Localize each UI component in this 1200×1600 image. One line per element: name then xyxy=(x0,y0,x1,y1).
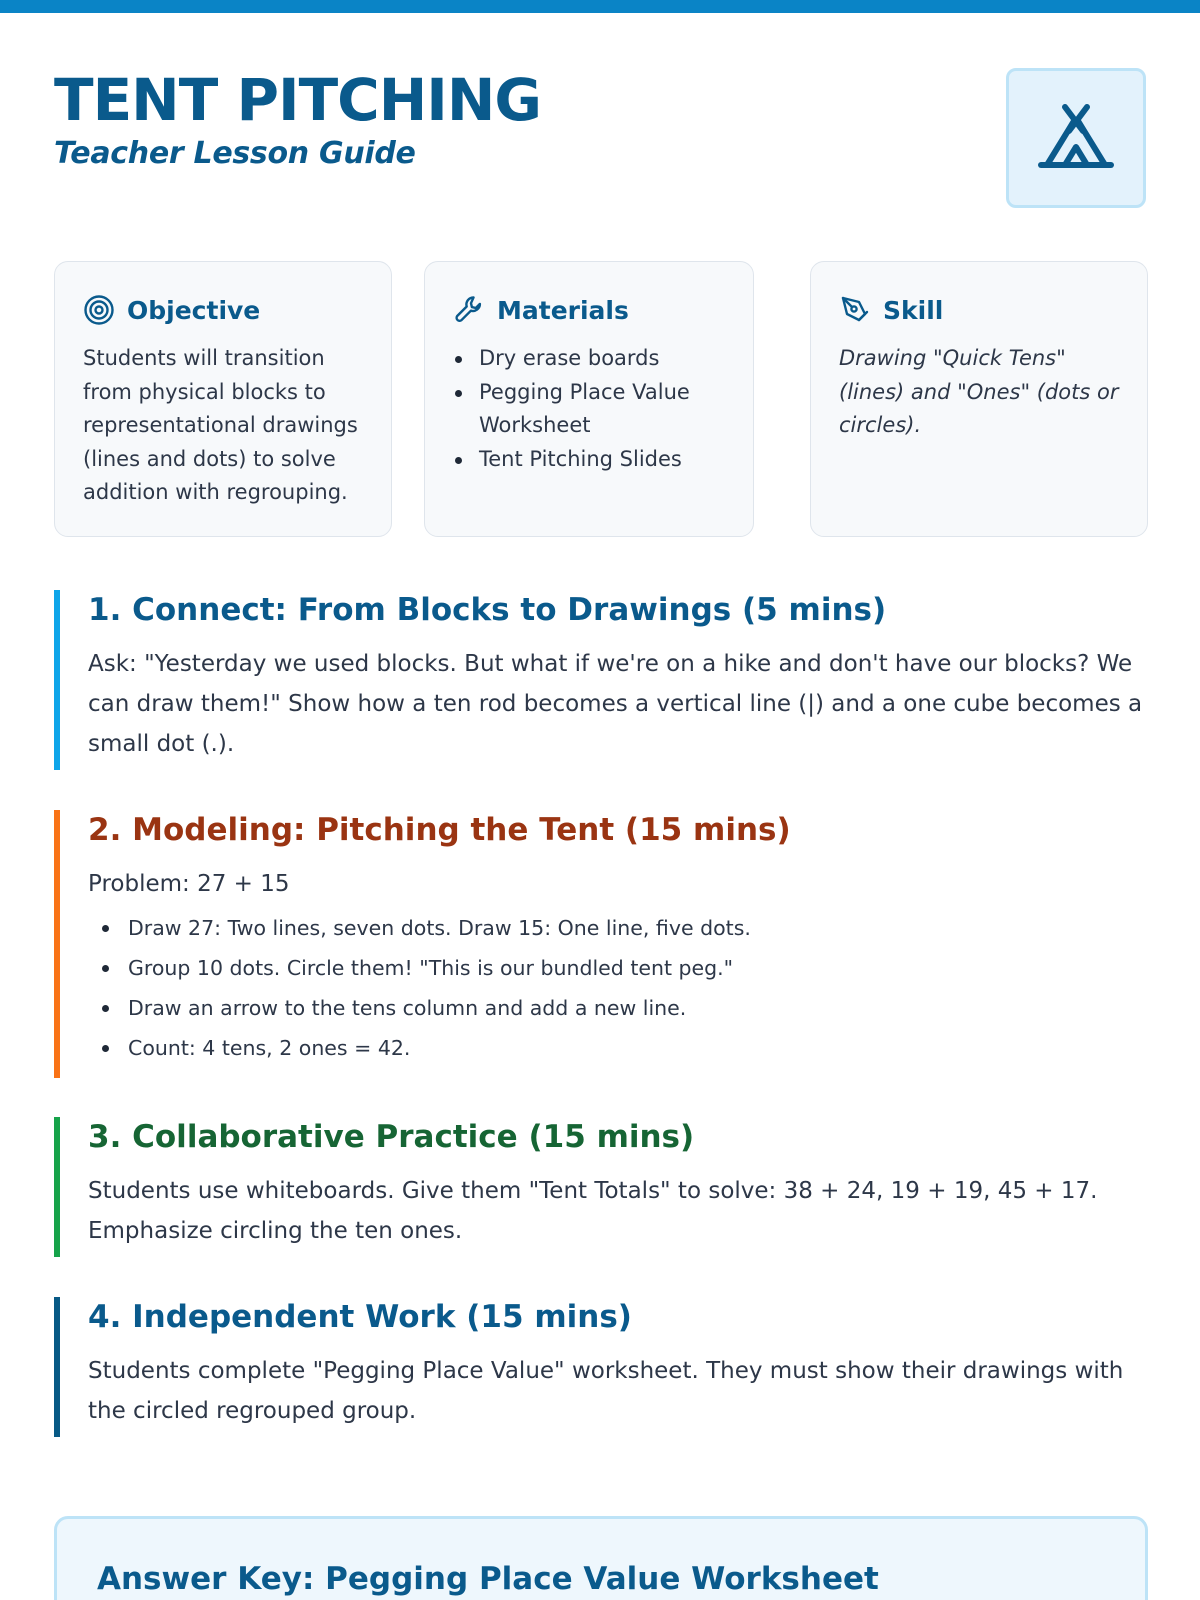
objective-title: Objective xyxy=(127,295,261,325)
section-accent-bar xyxy=(54,810,60,1078)
overview-cards xyxy=(54,261,1148,537)
materials-card xyxy=(424,261,754,537)
target-icon xyxy=(83,294,115,326)
objective-text: Students will transition from physical blocks to representational drawings (lines and dots) to solve addition with regrouping. xyxy=(83,346,358,504)
materials-title: Materials xyxy=(497,295,629,325)
section-text: Students use whiteboards. Give them "Tent Totals" to solve: 38 + 24, 19 + 19, 45 + 17. Emphasize circling the ten ones. xyxy=(88,1178,1098,1244)
list-item: Draw an arrow to the tens column and add a new line. xyxy=(88,988,1154,1028)
section-modeling xyxy=(54,810,1154,1078)
tent-icon xyxy=(1037,101,1115,175)
section-collaborative xyxy=(54,1117,1154,1257)
section-title: 4. Independent Work (15 mins) xyxy=(88,1299,632,1335)
section-text: Students complete "Pegging Place Value" worksheet. They must show their drawings with the circled regrouped group. xyxy=(88,1358,1124,1424)
list-item: Group 10 dots. Circle them! "This is our bundled tent peg." xyxy=(88,948,1154,988)
problem-text: Problem: 27 + 15 xyxy=(88,871,290,897)
section-accent-bar xyxy=(54,590,60,770)
section-title: 2. Modeling: Pitching the Tent (15 mins) xyxy=(88,812,791,848)
list-item: Pegging Place Value Worksheet xyxy=(453,376,727,443)
modeling-steps xyxy=(88,908,1154,1068)
top-accent-bar xyxy=(0,0,1200,13)
list-item: Dry erase boards xyxy=(453,342,727,376)
pen-tool-icon xyxy=(839,294,871,326)
section-accent-bar xyxy=(54,1117,60,1257)
page-header xyxy=(54,66,1146,206)
page-title: TENT PITCHING xyxy=(54,66,541,134)
answer-key-box xyxy=(54,1516,1148,1600)
section-connect xyxy=(54,590,1154,770)
section-independent xyxy=(54,1297,1154,1437)
skill-card xyxy=(810,261,1148,537)
section-text: Ask: "Yesterday we used blocks. But what if we're on a hike and don't have our blocks? We can draw them!" Show how a ten rod becomes a vertical line (|) and a one cube becomes a small dot (.). xyxy=(88,651,1143,757)
materials-list xyxy=(453,342,727,476)
answer-key-title: Answer Key: Pegging Place Value Worksheet xyxy=(97,1561,879,1597)
section-title: 1. Connect: From Blocks to Drawings (5 mins) xyxy=(88,592,887,628)
logo-badge xyxy=(1006,68,1146,208)
list-item: Tent Pitching Slides xyxy=(453,443,727,477)
wrench-icon xyxy=(453,294,485,326)
section-accent-bar xyxy=(54,1297,60,1437)
list-item: Count: 4 tens, 2 ones = 42. xyxy=(88,1028,1154,1068)
list-item: Draw 27: Two lines, seven dots. Draw 15: One line, five dots. xyxy=(88,908,1154,948)
objective-card xyxy=(54,261,392,537)
section-title: 3. Collaborative Practice (15 mins) xyxy=(88,1119,695,1155)
page-subtitle: Teacher Lesson Guide xyxy=(54,136,416,171)
skill-title: Skill xyxy=(883,295,944,325)
skill-text: Drawing "Quick Tens" (lines) and "Ones" (dots or circles). xyxy=(839,346,1119,437)
